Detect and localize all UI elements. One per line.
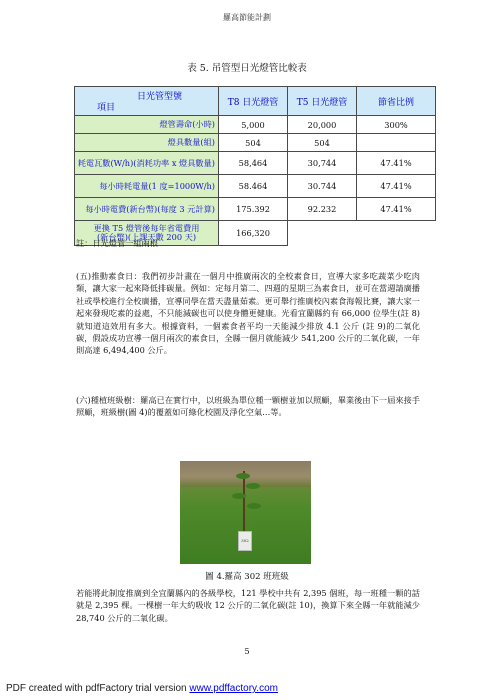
annual-label-line1: 更換 T5 燈管後每年省電費用 xyxy=(93,223,200,233)
cell-t8: 504 xyxy=(219,134,288,152)
table-row xyxy=(75,152,436,175)
class-tree-photo xyxy=(180,461,311,564)
page-number: 5 xyxy=(244,647,250,656)
header-t5: T5 日光燈管 xyxy=(288,87,357,116)
empty-cell xyxy=(288,221,357,246)
tree-leaf xyxy=(236,473,250,479)
cell-t5: 20,000 xyxy=(288,116,357,134)
table-row xyxy=(75,198,436,221)
tree-trunk xyxy=(243,471,245,539)
cell-t8: 58,464 xyxy=(219,152,288,175)
table-caption: 表 5. 吊管型日光燈管比較表 xyxy=(187,63,307,74)
corner-bottom-label: 項目 xyxy=(97,103,116,113)
row-label: 每小時耗電量(1 度=1000W/h) xyxy=(75,175,219,198)
header-saving: 節省比例 xyxy=(357,87,436,116)
footer-text: PDF created with pdfFactory trial version xyxy=(6,683,190,694)
cell-t5: 504 xyxy=(288,134,357,152)
tree-leaf xyxy=(247,503,261,509)
cell-annual-value: 166,320 xyxy=(219,221,288,246)
table-row xyxy=(75,134,436,152)
tree-leaf xyxy=(232,493,246,499)
pdf-footer xyxy=(6,683,278,694)
cell-t5: 30.744 xyxy=(288,175,357,198)
cell-t5: 92.232 xyxy=(288,198,357,221)
cell-saving: 47.41% xyxy=(357,152,436,175)
plaque-label: 302 xyxy=(241,538,249,543)
paragraph-county-trees: 若能將此制度推廣到全宜蘭縣內的各級學校，121 學校中共有 2,395 個班，每一班種一顆的話就是 2,395 棵。一棵樹一年大約吸收 12 公斤的二氧化碳(註 10)，換算下來全縣一年就能減少 28,740 公斤的二氧化碳。 xyxy=(76,588,420,623)
cell-saving xyxy=(357,134,436,152)
cell-saving: 47.41% xyxy=(357,175,436,198)
corner-top-label: 日光管型號 xyxy=(136,92,182,102)
row-label: 燈具數量(組) xyxy=(75,134,219,152)
row-label: 耗電瓦數(W/h)(消耗功率 x 燈具數量) xyxy=(75,152,219,175)
class-plaque xyxy=(238,531,252,551)
table-row xyxy=(75,175,436,198)
cell-t8: 175.392 xyxy=(219,198,288,221)
cell-saving: 47.41% xyxy=(357,198,436,221)
cell-t8: 5,000 xyxy=(219,116,288,134)
header-t8: T8 日光燈管 xyxy=(219,87,288,116)
paragraph-class-tree: (六)種植班級樹：羅高已在實行中，以班級為單位種一顆樹並加以照顧，畢業後由下一屆來接手照顧，班級樹(圖 4)的覆蓋如可綠化校園及淨化空氣…等。 xyxy=(76,395,420,418)
row-label: 燈管壽命(小時) xyxy=(75,116,219,134)
figure-caption: 圖 4.羅高 302 班班級 xyxy=(205,572,289,582)
tree-leaf xyxy=(246,483,260,489)
empty-cell xyxy=(357,221,436,246)
footer-link[interactable]: www.pdffactory.com xyxy=(189,683,278,694)
cell-t8: 58.464 xyxy=(219,175,288,198)
paragraph-vegetarian-day: (五)推動素食日：我們初步計畫在一個月中推廣兩次的全校素食日，宣導大家多吃蔬菜少吃肉類，讓大家一起來降低排碳量。例如：定每月第二、四週的星期三為素食日，並可在當週請廣播社或學校進行全校廣播，宣導同學在當天盡量茹素。更可舉行推廣校內素食海報比賽，讓大家一起來發現吃素的益處，不只能減碳也可以使身體更健康。光看宜蘭縣約有 66,000 位學生(註 8)就知道這效用有多大。根據資料，一個素食者平均一天能減少排放 4.1 公斤 (註 9)的二氧化碳，假設成功宣導一個月兩次的素食日，全縣一個月就能減少 541,200 公斤的二氧化碳，一年則高達 6,494,400 公斤。 xyxy=(76,271,420,356)
table-note: 註：日光燈管一組兩根 xyxy=(76,238,158,248)
cell-saving: 300% xyxy=(357,116,436,134)
table-header-row xyxy=(75,87,436,116)
running-header: 羅高節能計劃 xyxy=(223,13,271,22)
cell-t5: 30,744 xyxy=(288,152,357,175)
table-corner-cell xyxy=(75,87,219,116)
comparison-table xyxy=(74,86,436,246)
row-label: 每小時電費(新台幣)(每度 3 元計算) xyxy=(75,198,219,221)
table-row xyxy=(75,116,436,134)
annual-label-line2: (新台幣)(上課天數 200 天) xyxy=(96,232,197,242)
